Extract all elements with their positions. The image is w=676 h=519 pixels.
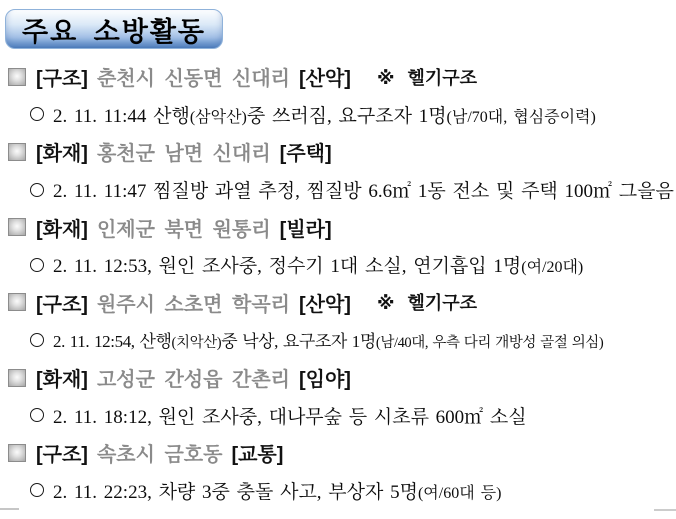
incident-header bbox=[0, 133, 676, 171]
incident-type: [구조] bbox=[36, 293, 88, 316]
incident-location: 춘천시 신동면 신대리 bbox=[96, 68, 290, 91]
circle-bullet-icon bbox=[30, 107, 44, 121]
incident-location: 속초시 금호동 bbox=[96, 444, 223, 467]
square-bullet-icon bbox=[8, 218, 26, 236]
section-title-badge bbox=[5, 9, 223, 49]
incident-header bbox=[0, 58, 676, 96]
square-bullet-icon bbox=[8, 369, 26, 387]
incident-entry bbox=[0, 284, 676, 359]
circle-bullet-icon bbox=[30, 408, 44, 422]
incident-detail bbox=[0, 321, 676, 359]
incident-detail bbox=[0, 396, 676, 434]
incident-entry bbox=[0, 434, 676, 509]
incident-location: 인제군 북면 원통리 bbox=[96, 218, 271, 241]
circle-bullet-icon bbox=[30, 333, 44, 347]
incident-entry bbox=[0, 359, 676, 434]
incident-detail bbox=[0, 246, 676, 284]
circle-bullet-icon bbox=[30, 483, 44, 497]
incident-type: [화재] bbox=[36, 218, 88, 241]
incident-description: 2. 11. 18:12, 원인 조사중, 대나무숲 등 시초류 600㎡ 소실 bbox=[53, 406, 527, 428]
incident-description: 2. 11. 11:47 찜질방 과열 추정, 찜질방 6.6㎡ 1동 전소 및 주택 100㎡ 그을음 bbox=[53, 181, 674, 203]
incident-category: [산악] bbox=[298, 68, 351, 91]
section-title: 주요 소방활동 bbox=[22, 16, 206, 47]
incident-category: [주택] bbox=[279, 143, 332, 166]
entries-list bbox=[0, 58, 676, 509]
incident-category: [임야] bbox=[298, 369, 351, 392]
square-bullet-icon bbox=[8, 293, 26, 311]
square-bullet-icon bbox=[8, 444, 26, 462]
square-bullet-icon bbox=[8, 68, 26, 86]
incident-location: 원주시 소초면 학곡리 bbox=[96, 293, 290, 316]
incident-type: [구조] bbox=[36, 68, 88, 91]
incident-type: [화재] bbox=[36, 369, 88, 392]
incident-category: [산악] bbox=[298, 293, 351, 316]
incident-type: [구조] bbox=[36, 444, 88, 467]
circle-bullet-icon bbox=[30, 183, 44, 197]
incident-note: ※ 헬기구조 bbox=[376, 293, 477, 314]
table-edge-right bbox=[654, 509, 676, 511]
incident-location: 홍천군 남면 신대리 bbox=[96, 143, 271, 166]
table-edge-left bbox=[0, 508, 19, 510]
incident-header bbox=[0, 208, 676, 246]
incident-entry bbox=[0, 133, 676, 208]
incident-category: [빌라] bbox=[279, 218, 332, 241]
incident-category: [교통] bbox=[231, 444, 284, 467]
incident-description: 2. 11. 11:44 산행(삼악산)중 쓰러짐, 요구조자 1명(남/70대, 협심증이력) bbox=[53, 105, 596, 127]
incident-header bbox=[0, 359, 676, 397]
incident-header bbox=[0, 434, 676, 472]
incident-entry bbox=[0, 208, 676, 283]
incident-description: 2. 11. 12:54, 산행(치악산)중 낙상, 요구조자 1명(남/40대, 우측 다리 개방성 골절 의심) bbox=[53, 332, 604, 352]
incident-header bbox=[0, 284, 676, 322]
incident-detail bbox=[0, 472, 676, 510]
incident-description: 2. 11. 22:23, 차량 3중 충돌 사고, 부상자 5명(여/60대 등) bbox=[53, 481, 502, 503]
incident-note: ※ 헬기구조 bbox=[376, 67, 477, 88]
incident-location: 고성군 간성읍 간촌리 bbox=[96, 369, 290, 392]
incident-description: 2. 11. 12:53, 원인 조사중, 정수기 1대 소실, 연기흡입 1명(여/20대) bbox=[53, 256, 584, 278]
incident-detail bbox=[0, 96, 676, 134]
incident-detail bbox=[0, 171, 676, 209]
circle-bullet-icon bbox=[30, 258, 44, 272]
incident-type: [화재] bbox=[36, 143, 88, 166]
square-bullet-icon bbox=[8, 143, 26, 161]
incident-entry bbox=[0, 58, 676, 133]
